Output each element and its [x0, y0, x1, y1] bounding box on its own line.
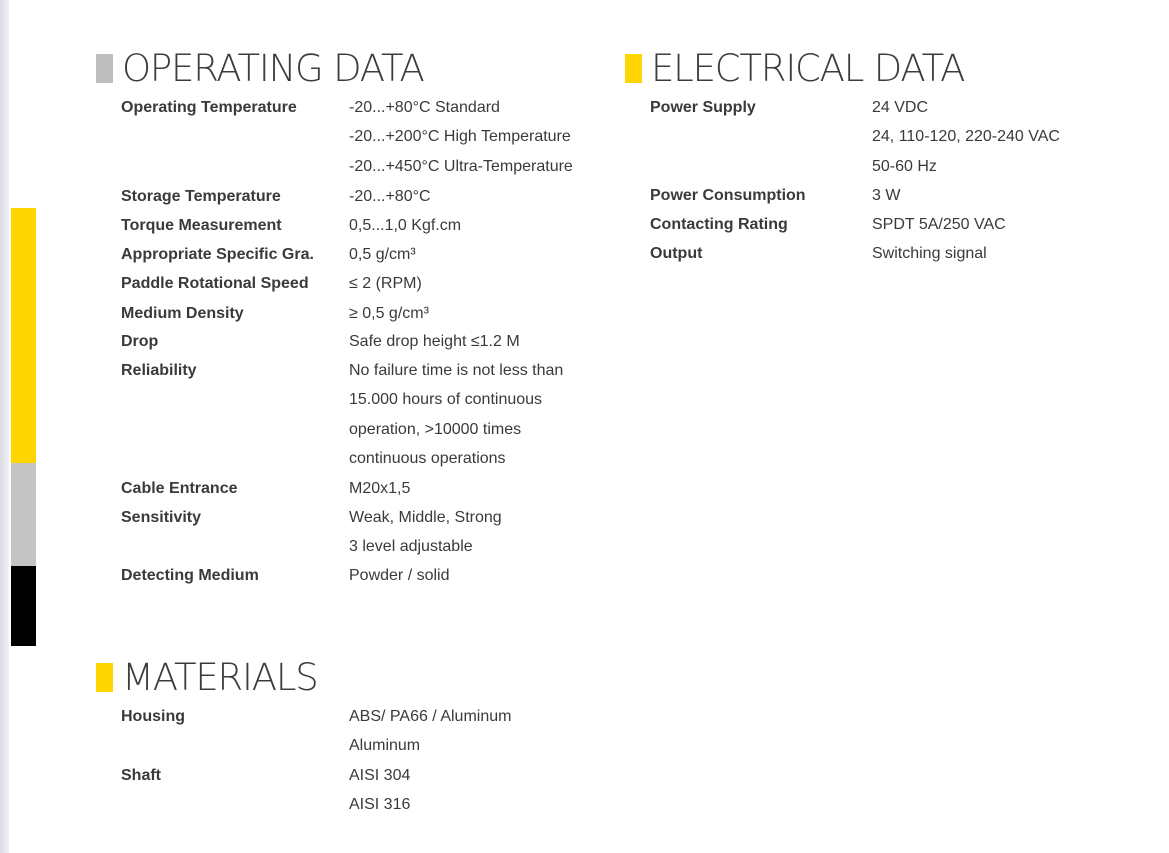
- page-left-edge: [0, 0, 9, 853]
- spec-value: No failure time is not less than: [349, 362, 564, 379]
- spec-label: Operating Temperature: [121, 99, 297, 116]
- section-heading: MATERIALS: [122, 656, 318, 699]
- title-marker: [96, 663, 113, 692]
- spec-value: 24 VDC: [872, 99, 929, 116]
- spec-values: [349, 93, 573, 181]
- spec-value: 3 level adjustable: [349, 538, 473, 556]
- spec-label: Contacting Rating: [650, 216, 788, 233]
- spec-label: Power Supply: [650, 99, 756, 116]
- spec-label: Shaft: [121, 767, 161, 784]
- spec-label: Sensitivity: [121, 509, 202, 526]
- spec-values: [872, 239, 987, 268]
- spec-values: [349, 561, 450, 590]
- spec-value: 0,5 g/cm³: [349, 246, 416, 263]
- section-heading: OPERATING DATA: [122, 47, 424, 90]
- spec-value: -20...+200°C High Temperature: [349, 128, 571, 146]
- spec-values: [349, 182, 431, 211]
- spec-values: [349, 299, 429, 328]
- spec-value: AISI 304: [349, 767, 411, 784]
- spec-value: Safe drop height ≤1.2 M: [349, 333, 520, 350]
- spec-value: operation, >10000 times: [349, 420, 522, 438]
- spec-label: Appropriate Specific Gra.: [121, 246, 314, 263]
- title-marker: [96, 54, 113, 83]
- spec-values: [349, 474, 410, 503]
- spec-value: 24, 110-120, 220-240 VAC: [872, 128, 1060, 146]
- spec-value: AISI 316: [349, 796, 411, 814]
- spec-value: 50-60 Hz: [872, 157, 937, 175]
- side-strip-segment: [11, 208, 36, 463]
- spec-label: Reliability: [121, 362, 197, 379]
- spec-label: Detecting Medium: [121, 567, 259, 584]
- spec-values: [349, 702, 511, 761]
- spec-label: Housing: [121, 708, 185, 725]
- spec-label: Storage Temperature: [121, 188, 281, 205]
- spec-label: Cable Entrance: [121, 480, 238, 497]
- spec-values: [872, 181, 900, 210]
- spec-value: Aluminum: [349, 737, 421, 755]
- spec-values: [872, 93, 1060, 181]
- spec-values: [349, 211, 461, 240]
- spec-value: Powder / solid: [349, 567, 450, 584]
- side-strip-segment: [11, 463, 36, 566]
- spec-value: 15.000 hours of continuous: [349, 391, 543, 409]
- section-heading: ELECTRICAL DATA: [651, 47, 965, 90]
- spec-values: [349, 240, 416, 269]
- spec-value: M20x1,5: [349, 480, 411, 497]
- spec-value: continuous operations: [349, 450, 506, 468]
- spec-value: -20...+80°C: [349, 188, 431, 205]
- spec-label: Power Consumption: [650, 187, 806, 204]
- spec-values: [349, 327, 520, 356]
- title-marker: [625, 54, 642, 83]
- spec-value: Weak, Middle, Strong: [349, 509, 502, 526]
- spec-value: -20...+80°C Standard: [349, 99, 500, 116]
- side-strip-segment: [11, 566, 36, 646]
- spec-value: 3 W: [872, 187, 901, 204]
- spec-value: ABS/ PA66 / Aluminum: [349, 708, 512, 725]
- spec-label: Medium Density: [121, 305, 244, 322]
- spec-values: [349, 761, 410, 820]
- spec-label: Output: [650, 245, 703, 262]
- spec-value: SPDT 5A/250 VAC: [872, 216, 1006, 233]
- spec-label: Paddle Rotational Speed: [121, 275, 309, 292]
- spec-values: [349, 356, 563, 474]
- spec-values: [349, 503, 502, 562]
- spec-values: [872, 210, 1006, 239]
- spec-value: ≤ 2 (RPM): [349, 275, 422, 292]
- spec-label: Drop: [121, 333, 159, 350]
- spec-value: -20...+450°C Ultra-Temperature: [349, 157, 573, 175]
- spec-value: ≥ 0,5 g/cm³: [349, 305, 429, 322]
- spec-label: Torque Measurement: [121, 217, 282, 234]
- spec-value: 0,5...1,0 Kgf.cm: [349, 217, 462, 234]
- spec-values: [349, 269, 422, 298]
- spec-value: Switching signal: [872, 245, 987, 262]
